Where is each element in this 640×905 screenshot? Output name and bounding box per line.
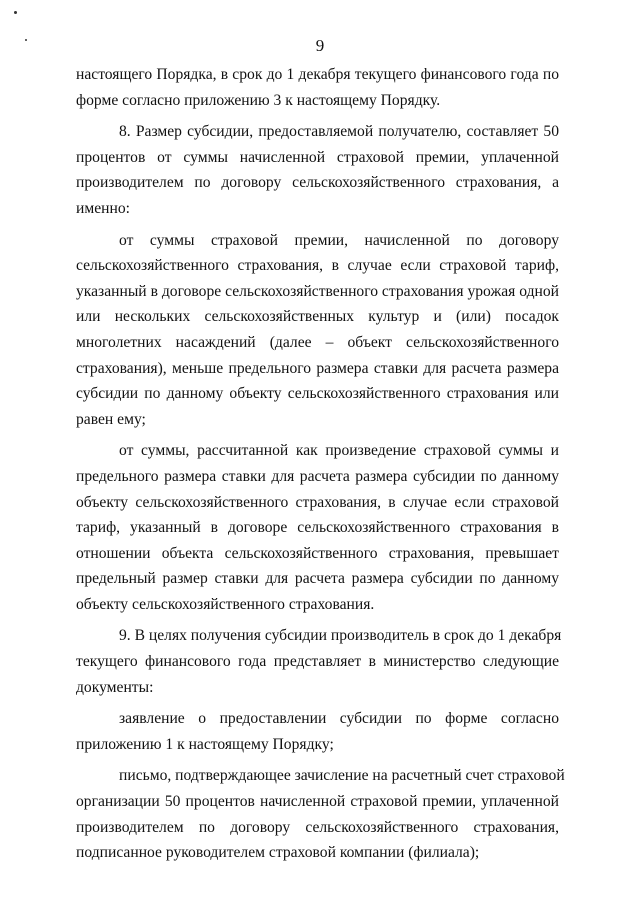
text-line: форме согласно приложению 3 к настоящему Порядку. xyxy=(76,91,441,109)
text-line: тариф, указанный в договоре сельскохозяйственного страхования в xyxy=(76,519,559,537)
text-line: от суммы, рассчитанной как произведение страховой суммы и xyxy=(119,442,559,460)
text-line: предельного размера ставки для расчета размера субсидии по данному xyxy=(76,467,559,485)
paragraph xyxy=(76,62,559,113)
text-line: документы: xyxy=(76,678,154,696)
text-line: производителем по договору сельскохозяйственного страхования, а xyxy=(76,174,559,192)
text-line: от суммы страховой премии, начисленной по договору xyxy=(119,231,559,249)
text-line: объекту сельскохозяйственного страхования. xyxy=(76,595,375,613)
text-line: многолетних насаждений (далее – объект сельскохозяйственного xyxy=(76,333,559,351)
text-line: именно: xyxy=(76,199,130,217)
page-number: 9 xyxy=(315,36,325,55)
paragraph xyxy=(76,119,559,221)
scan-speck xyxy=(14,11,17,14)
text-line: подписанное руководителем страховой компании (филиала); xyxy=(76,844,480,862)
text-line: текущего финансового года представляет в министерство следующие xyxy=(76,653,559,671)
paragraph xyxy=(76,228,559,433)
text-line: страхования), меньше предельного размера ставки для расчета размера xyxy=(76,359,559,377)
text-line: равен ему; xyxy=(76,410,146,428)
text-line: письмо, подтверждающее зачисление на расчетный счет страховой xyxy=(119,767,565,785)
text-line: производителем по договору сельскохозяйственного страхования, xyxy=(76,818,559,836)
paragraph xyxy=(76,763,565,865)
text-line: 8. Размер субсидии, предоставляемой получателю, составляет 50 xyxy=(119,123,559,141)
text-line: указанный в договоре сельскохозяйственного страхования урожая одной xyxy=(76,282,559,300)
text-line: субсидии по данному объекту сельскохозяйственного страхования или xyxy=(76,385,559,403)
paragraph xyxy=(76,623,562,700)
paragraph xyxy=(76,706,559,757)
text-line: настоящего Порядка, в срок до 1 декабря текущего финансового года по xyxy=(76,66,559,83)
text-line: или нескольких сельскохозяйственных культур и (или) посадок xyxy=(76,308,559,326)
text-line: приложению 1 к настоящему Порядку; xyxy=(76,735,334,753)
text-line: 9. В целях получения субсидии производитель в срок до 1 декабря xyxy=(119,627,562,645)
text-line: сельскохозяйственного страхования, в случае если страховой тариф, xyxy=(76,257,559,275)
text-line: организации 50 процентов начисленной страховой премии, уплаченной xyxy=(76,793,559,811)
text-line: предельный размер ставки для расчета размера субсидии по данному xyxy=(76,570,559,588)
text-line: отношении объекта сельскохозяйственного страхования, превышает xyxy=(76,544,559,562)
text-line: процентов от суммы начисленной страховой премии, уплаченной xyxy=(76,148,559,166)
text-line: объекту сельскохозяйственного страхования, в случае если страховой xyxy=(76,493,559,511)
paragraph xyxy=(76,438,559,617)
document-body xyxy=(76,62,565,866)
text-line: заявление о предоставлении субсидии по форме согласно xyxy=(119,710,559,728)
